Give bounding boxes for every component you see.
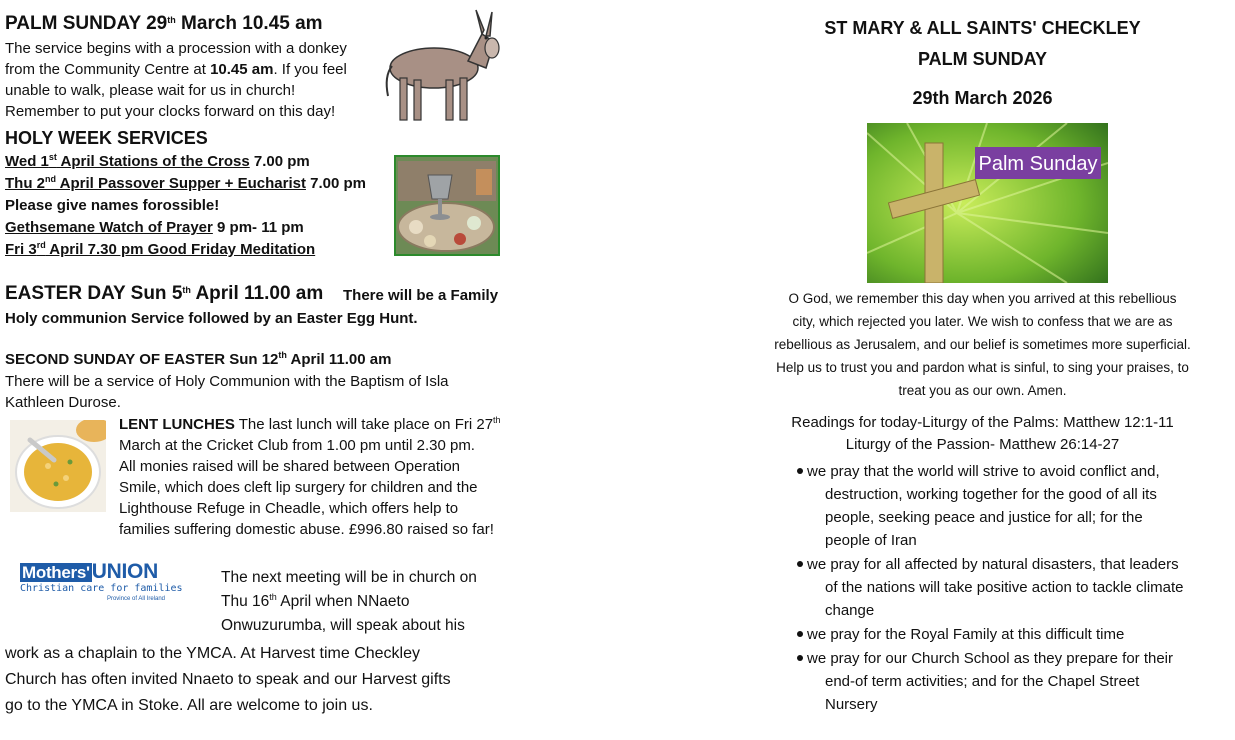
mothers-union-text-bottom: work as a chaplain to the YMCA. At Harvest time Checkley Church has often invited Nnaeto to speak and our Harvest gifts go to the YMCA in Stoke. All are welcome to join us. — [5, 645, 451, 714]
easter-title: EASTER DAY Sun 5th April 11.00 am — [5, 283, 324, 304]
holy-week-list: Wed 1st April Stations of the Cross 7.00 pm Thu 2nd April Passover Supper + Eucharist 7.00 pm Please give names forossible! Gethsemane Watch of Prayer 9 pm- 11 pm Fri 3rd April 7.30 pm Good Friday Meditation — [5, 152, 366, 258]
holy-week-heading: HOLY WEEK SERVICES — [5, 128, 208, 148]
intercession-item: we pray for all affected by natural disasters, that leaders of the nations will take positive action to tackle climate change — [797, 553, 1184, 622]
church-header: ST MARY & ALL SAINTS' CHECKLEY PALM SUNDAY — [824, 18, 1141, 69]
palm-sunday-image — [867, 123, 1108, 283]
second-sunday-title: SECOND SUNDAY OF EASTER Sun 12th April 11.00 am — [5, 350, 392, 368]
palm-sunday-title: PALM SUNDAY 29th March 10.45 am — [5, 13, 323, 34]
mothers-union-logo: Mothers'UNION Christian care for families Province of All Ireland — [20, 560, 183, 602]
passover-photo — [394, 155, 500, 256]
palm-sunday-text: The service begins with a procession with a donkey from the Community Centre at 10.45 am. If you feel unable to walk, please wait for us in church! Remember to put your clocks forward on this day! — [5, 40, 347, 120]
intercession-item: we pray for our Church School as they prepare for their end-of term activities; and for the Chapel Street Nursery — [797, 647, 1173, 716]
mothers-union-text-top: The next meeting will be in church on Thu 16th April when NNaeto Onwuzurumba, will speak about his — [221, 569, 477, 634]
soup-photo — [10, 420, 106, 512]
donkey-illustration — [382, 6, 502, 126]
opening-prayer: O God, we remember this day when you arrived at this rebellious city, which rejected you later. We wish to confess that we are as rebellious as Jerusalem, and our belief is sometimes more superficial. Help us to trust you and pardon what is sinful, to sing your praises, to treat you as our own. Amen. — [774, 291, 1191, 398]
second-sunday-text: There will be a service of Holy Communion with the Baptism of Isla Kathleen Durose. — [5, 373, 449, 411]
lent-lunches: LENT LUNCHES The last lunch will take place on Fri 27th March at the Cricket Club from 1.00 pm until 2.30 pm. All monies raised will be shared between Operation Smile, which does cleft lip surgery for children and the Lighthouse Refuge in Cheadle, which offers help to families suffering domestic abuse. £996.80 raised so far! — [119, 415, 501, 538]
palm-sunday-image-caption: Palm Sunday — [978, 153, 1098, 175]
easter-note-1: There will be a Family — [343, 287, 499, 304]
easter-note-2: Holy communion Service followed by an Easter Egg Hunt. — [5, 310, 418, 327]
intercession-item: we pray for the Royal Family at this difficult time — [797, 623, 1124, 646]
readings: Readings for today-Liturgy of the Palms: Matthew 12:1-11 Liturgy of the Passion- Matthew 26:14-27 — [791, 414, 1174, 453]
intercession-item: we pray that the world will strive to avoid conflict and, destruction, working together for the good of all its people, seeking peace and justice for all; for the people of Iran — [797, 460, 1160, 552]
service-date: 29th March 2026 — [912, 88, 1053, 108]
